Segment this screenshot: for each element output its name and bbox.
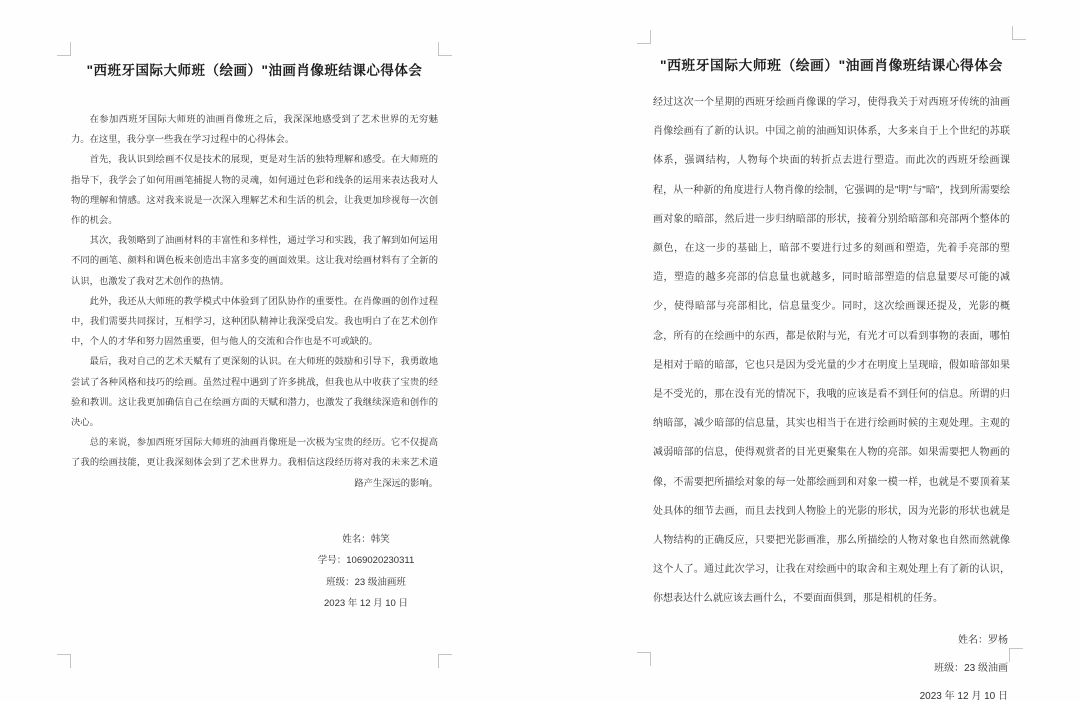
paragraph: 经过这次一个星期的西班牙绘画肖像课的学习，使得我关于对西班牙传统的油画肖像绘画有了新的认识。中国之前的油画知识体系，大多来自于上个世纪的苏联体系，强调结构，人物每个块面的转折点去进行塑造。而此次的西班牙绘画课程，从一种新的角度进行人物肖像的绘制，它强调的是"明"与"暗"，找到所需要绘画对象的暗部，然后进一步归纳暗部的形状，接着分别给暗部和亮部两个整体的颜色，在这一步的基础上，暗部不要进行过多的刻画和塑造，先着手亮部的塑造，塑造的越多亮部的信息量也就越多，同时暗部塑造的信息量要尽可能的减少，使得暗部与亮部相比，信息量变少。同时，这次绘画课还提及，光影的概念，所有的在绘画中的东西，都是依附与光，有光才可以看到事物的表面，哪怕是相对于暗的暗部，它也只是因为受光量的少才在明度上呈现暗，假如暗部如果是不受光的，那在没有光的情况下，我哦的应该是看不到任何的信息。所谓的归纳暗部，减少暗部的信息量，其实也相当于在进行绘画时候的主观处理。主观的减弱暗部的信息，使得观赏者的目光更聚集在人物的亮部。如果需要把人物画的像，不需要把所描绘对象的每一处都绘画到和对象一模一样，也就是不要顶着某处具体的细节去画，而且去找到人物脸上的光影的形状，因为光影的形状也就是人物结构的正确反应，只要把光影画准，那么所描绘的人物对象也自然而然就像这个人了。通过此次学习，让我在对绘画中的取舍和主观处理上有了新的认识，你想表达什么就应该去画什么，不要面面俱到，那是相机的任务。 (653, 97, 1010, 605)
right-text-area (653, 57, 1010, 702)
page-title: "西班牙国际大师班（绘画）"油画肖像班结课心得体会 (86, 63, 423, 78)
left-text-area (71, 62, 438, 614)
signature-name: 姓名：罗杨 (958, 634, 1008, 646)
paragraph: 此外，我还从大师班的教学模式中体验到了团队协作的重要性。在肖像画的创作过程中，我们需要共同探讨，互相学习，这种团队精神让我深受启发。我也明白了在艺术创作中，个人的才华和努力固然重要，但与他人的交流和合作也是不可或缺的。 (71, 295, 438, 347)
crop-mark-bottom-left (637, 652, 651, 666)
paragraph: 首先，我认识到绘画不仅是技术的展现，更是对生活的独特理解和感受。在大师班的指导下，我学会了如何用画笔捕捉人物的灵魂，如何通过色彩和线条的运用来表达我对人物的理解和情感。这对我来说是一次深入理解艺术和生活的机会，让我更加珍视每一次创作的机会。 (71, 154, 438, 226)
paragraph: 在参加西班牙国际大师班的油画肖像班之后，我深深地感受到了艺术世界的无穷魅力。在这里，我分享一些我在学习过程中的心得体会。 (71, 114, 438, 145)
essay-body (653, 88, 1010, 614)
crop-mark-top-left (57, 42, 71, 56)
signature-student-id: 学号：1069020230311 (317, 555, 415, 567)
crop-mark-top-right (438, 42, 452, 56)
signature-date: 2023 年 12 月 10 日 (324, 598, 408, 610)
signature-class: 班级：23 级油画 (934, 662, 1008, 674)
signature-name: 姓名：韩笑 (342, 533, 390, 545)
paragraph: 总的来说，参加西班牙国际大师班的油画肖像班是一次极为宝贵的经历。它不仅提高了我的绘画技能，更让我深刻体会到了艺术世界力。我相信这段经历将对我的未来艺术道路产生深远的影响。 (71, 437, 438, 488)
page-title: "西班牙国际大师班（绘画）"油画肖像班结课心得体会 (660, 58, 1003, 73)
crop-mark-top-right (1012, 26, 1026, 40)
crop-mark-bottom-right (1009, 648, 1023, 662)
paragraph: 其次，我领略到了油画材料的丰富性和多样性，通过学习和实践，我了解到如何运用不同的画笔、颜料和调色板来创造出丰富多变的画面效果。这让我对绘画材料有了全新的认识，也激发了我对艺术创作的热情。 (71, 235, 438, 286)
signature-block (276, 529, 456, 615)
crop-mark-bottom-right (438, 654, 452, 668)
signature-class: 班级：23 级油画班 (326, 576, 406, 588)
crop-mark-bottom-left (57, 654, 71, 668)
paragraph: 最后，我对自己的艺术天赋有了更深刻的认识。在大师班的鼓励和引导下，我勇敢地尝试了各种风格和技巧的绘画。虽然过程中遇到了许多挑战，但我也从中收获了宝贵的经验和教训。这让我更加确信自己在绘画方面的天赋和潜力，也激发了我继续深造和创作的决心。 (71, 356, 438, 428)
signature-date: 2023 年 12 月 10 日 (919, 690, 1008, 702)
essay-body (71, 109, 438, 493)
signature-block (653, 627, 1010, 702)
crop-mark-top-left (637, 30, 651, 44)
